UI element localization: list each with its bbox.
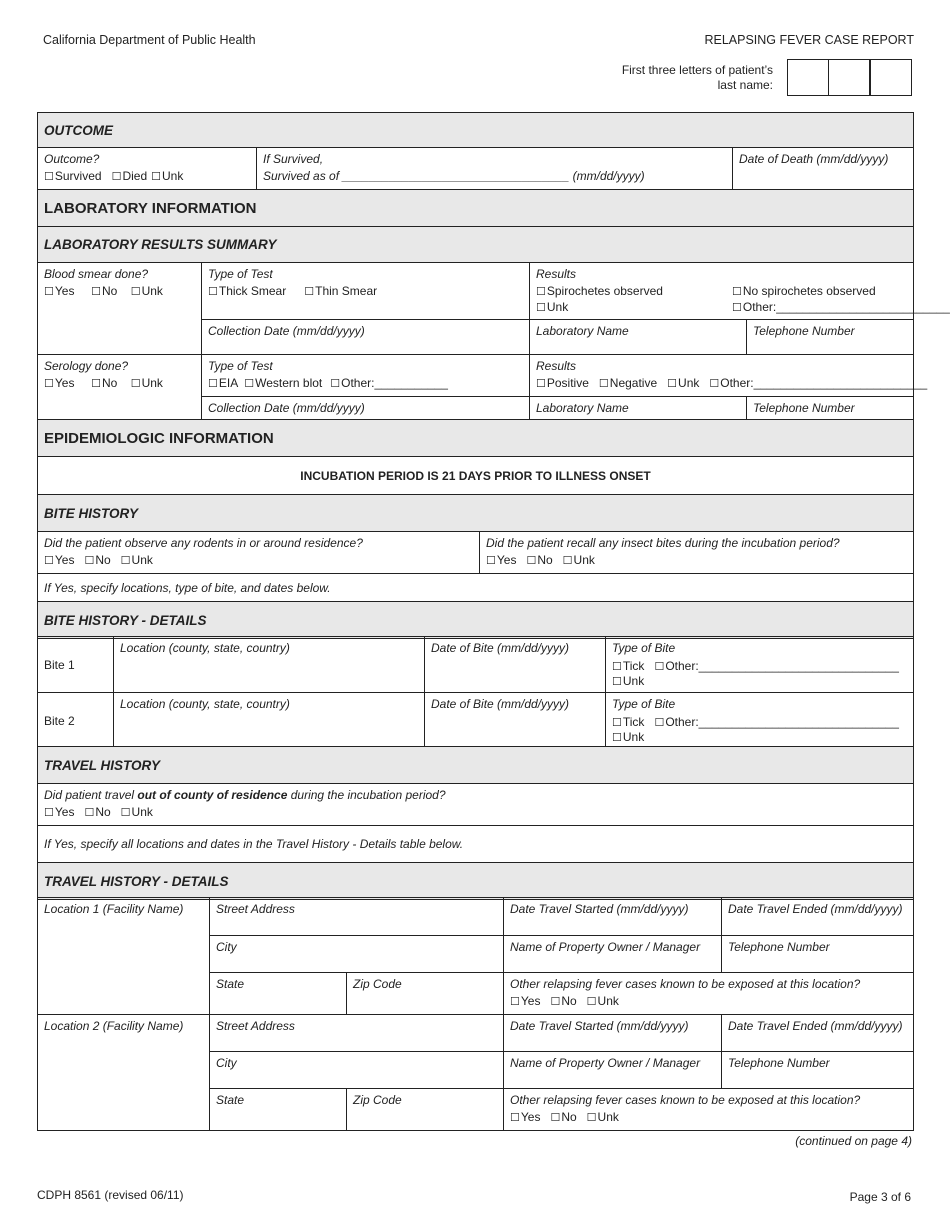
insect-yes-checkbox[interactable]: ☐Yes bbox=[486, 553, 517, 567]
location-1-other-yes-checkbox[interactable]: ☐Yes bbox=[510, 994, 541, 1008]
bite-1-date-field[interactable] bbox=[425, 637, 606, 693]
checkbox-icon: ☐ bbox=[44, 555, 54, 567]
checkbox-icon: ☐ bbox=[44, 378, 54, 390]
bite-2-date-field[interactable] bbox=[425, 693, 606, 749]
collection-date-label: Collection Date (mm/dd/yyyy) bbox=[208, 401, 365, 415]
type-of-bite-label: Type of Bite bbox=[612, 697, 676, 711]
checkbox-icon: ☐ bbox=[732, 302, 742, 314]
location-1-zip-field[interactable] bbox=[347, 973, 504, 1015]
bite-history-header: BITE HISTORY bbox=[38, 495, 914, 532]
checkbox-icon: ☐ bbox=[91, 378, 101, 390]
serology-type-other-checkbox[interactable]: ☐Other:___________ bbox=[330, 376, 448, 390]
bite-2-label: Bite 2 bbox=[38, 693, 114, 749]
blood-results-other-checkbox[interactable]: ☐Other:__________________________ bbox=[732, 300, 950, 314]
no-spirochetes-checkbox[interactable]: ☐No spirochetes observed bbox=[732, 284, 876, 298]
last-name-letter-1-box[interactable] bbox=[787, 59, 829, 96]
blood-smear-question: Blood smear done? bbox=[44, 267, 149, 281]
insect-bites-question-field bbox=[480, 532, 914, 574]
lab-name-label: Laboratory Name bbox=[536, 401, 629, 415]
report-title: RELAPSING FEVER CASE REPORT bbox=[704, 33, 914, 47]
outcome-died-checkbox[interactable]: ☐Died bbox=[111, 169, 148, 183]
bite-1-location-field[interactable] bbox=[114, 637, 425, 693]
location-2-other-no-checkbox[interactable]: ☐No bbox=[550, 1110, 577, 1124]
lab-summary-header: LABORATORY RESULTS SUMMARY bbox=[38, 227, 914, 263]
travel-history-table bbox=[37, 746, 914, 900]
travel-unk-checkbox[interactable]: ☐Unk bbox=[120, 805, 153, 819]
checkbox-icon: ☐ bbox=[120, 555, 131, 567]
insect-unk-checkbox[interactable]: ☐Unk bbox=[562, 553, 595, 567]
rodents-yes-checkbox[interactable]: ☐Yes bbox=[44, 553, 75, 567]
location-1-city-field[interactable] bbox=[210, 936, 504, 973]
checkbox-icon: ☐ bbox=[111, 171, 122, 183]
location-label: Location (county, state, country) bbox=[120, 697, 290, 711]
rodents-unk-checkbox[interactable]: ☐Unk bbox=[120, 553, 153, 567]
serology-yes-checkbox[interactable]: ☐Yes bbox=[44, 376, 75, 390]
serology-results-field bbox=[530, 355, 928, 397]
location-1-owner-field[interactable] bbox=[504, 936, 722, 973]
outcome-label: Outcome? bbox=[44, 152, 100, 166]
checkbox-icon: ☐ bbox=[667, 378, 678, 390]
checkbox-icon: ☐ bbox=[536, 286, 546, 298]
checkbox-icon: ☐ bbox=[550, 996, 561, 1008]
blood-results-unk-checkbox[interactable]: ☐Unk bbox=[536, 300, 569, 314]
zip-label: Zip Code bbox=[353, 1093, 402, 1107]
agency-name: California Department of Public Health bbox=[43, 33, 256, 47]
bite-1-type-field bbox=[606, 637, 914, 693]
blood-smear-done-field bbox=[38, 263, 202, 355]
outcome-field bbox=[38, 148, 257, 190]
bite-1-unk-checkbox[interactable]: ☐Unk bbox=[612, 674, 645, 688]
serology-done-field bbox=[38, 355, 202, 428]
bite-if-yes-note: If Yes, specify locations, type of bite, and dates below. bbox=[38, 574, 914, 602]
date-ended-label: Date Travel Ended (mm/dd/yyyy) bbox=[728, 902, 903, 916]
bite-1-tick-checkbox[interactable]: ☐Tick bbox=[612, 659, 645, 673]
checkbox-icon: ☐ bbox=[44, 807, 54, 819]
checkbox-icon: ☐ bbox=[44, 171, 54, 183]
travel-no-checkbox[interactable]: ☐No bbox=[84, 805, 111, 819]
checkbox-icon: ☐ bbox=[44, 286, 54, 298]
serology-unk-checkbox[interactable]: ☐Unk bbox=[130, 376, 163, 390]
thick-smear-checkbox[interactable]: ☐Thick Smear bbox=[208, 284, 287, 298]
owner-label: Name of Property Owner / Manager bbox=[510, 940, 701, 954]
rodents-question: Did the patient observe any rodents in or around residence? bbox=[44, 536, 363, 550]
checkbox-icon: ☐ bbox=[120, 807, 131, 819]
bite-2-type-field bbox=[606, 693, 914, 749]
other-cases-question: Other relapsing fever cases known to be exposed at this location? bbox=[510, 1093, 861, 1107]
checkbox-icon: ☐ bbox=[709, 378, 720, 390]
checkbox-icon: ☐ bbox=[208, 378, 218, 390]
last-name-letter-2-box[interactable] bbox=[828, 59, 870, 96]
bite-1-other-checkbox[interactable]: ☐Other:______________________________ bbox=[654, 659, 899, 673]
blood-yes-checkbox[interactable]: ☐Yes bbox=[44, 284, 75, 298]
serology-results-unk-checkbox[interactable]: ☐Unk bbox=[667, 376, 700, 390]
epi-section-header: EPIDEMIOLOGIC INFORMATION bbox=[38, 420, 914, 457]
location-2-state-field[interactable] bbox=[210, 1089, 347, 1131]
checkbox-icon: ☐ bbox=[536, 302, 546, 314]
blood-telephone-field[interactable] bbox=[747, 320, 914, 355]
location-2-other-yes-checkbox[interactable]: ☐Yes bbox=[510, 1110, 541, 1124]
outcome-lab-table bbox=[37, 112, 950, 428]
blood-type-of-test-field bbox=[202, 263, 530, 320]
checkbox-icon: ☐ bbox=[510, 1112, 520, 1124]
travel-if-yes-note: If Yes, specify all locations and dates in the Travel History - Details table below. bbox=[38, 826, 914, 863]
checkbox-icon: ☐ bbox=[84, 807, 95, 819]
bite-2-other-checkbox[interactable]: ☐Other:______________________________ bbox=[654, 715, 899, 729]
negative-checkbox[interactable]: ☐Negative bbox=[598, 376, 658, 390]
location-1-other-cases-field bbox=[504, 973, 914, 1015]
checkbox-icon: ☐ bbox=[330, 378, 341, 390]
checkbox-icon: ☐ bbox=[486, 555, 496, 567]
if-survived-label: If Survived, bbox=[263, 152, 324, 166]
travel-question: Did patient travel out of county of residence during the incubation period? bbox=[44, 788, 446, 802]
location-2-other-unk-checkbox[interactable]: ☐Unk bbox=[586, 1110, 619, 1124]
lab-name-label: Laboratory Name bbox=[536, 324, 629, 338]
bite-2-location-field[interactable] bbox=[114, 693, 425, 749]
results-label: Results bbox=[536, 267, 577, 281]
serology-question: Serology done? bbox=[44, 359, 129, 373]
outcome-section-header: OUTCOME bbox=[38, 113, 914, 148]
serology-no-checkbox[interactable]: ☐No bbox=[91, 376, 118, 390]
travel-details-header: TRAVEL HISTORY - DETAILS bbox=[38, 863, 914, 900]
western-blot-checkbox[interactable]: ☐Western blot bbox=[244, 376, 323, 390]
checkbox-icon: ☐ bbox=[612, 732, 622, 744]
checkbox-icon: ☐ bbox=[208, 286, 218, 298]
date-of-death-field[interactable] bbox=[733, 148, 914, 190]
location-1-label: Location 1 (Facility Name) bbox=[44, 902, 184, 916]
location-1-phone-field[interactable] bbox=[722, 936, 914, 973]
city-label: City bbox=[216, 940, 237, 954]
checkbox-icon: ☐ bbox=[612, 661, 622, 673]
page-number: Page 3 of 6 bbox=[849, 1190, 911, 1204]
location-1-facility-field[interactable] bbox=[38, 898, 210, 1015]
eia-checkbox[interactable]: ☐EIA bbox=[208, 376, 239, 390]
checkbox-icon: ☐ bbox=[84, 555, 95, 567]
telephone-label: Telephone Number bbox=[753, 401, 855, 415]
location-1-other-no-checkbox[interactable]: ☐No bbox=[550, 994, 577, 1008]
location-2-street-field[interactable] bbox=[210, 1015, 504, 1052]
telephone-label: Telephone Number bbox=[728, 1056, 830, 1070]
date-of-death-label: Date of Death (mm/dd/yyyy) bbox=[739, 152, 889, 166]
checkbox-icon: ☐ bbox=[612, 676, 622, 688]
checkbox-icon: ☐ bbox=[304, 286, 315, 298]
checkbox-icon: ☐ bbox=[526, 555, 537, 567]
location-2-started-field[interactable] bbox=[504, 1015, 722, 1052]
epi-bite-table bbox=[37, 419, 914, 639]
checkbox-icon: ☐ bbox=[130, 378, 141, 390]
lab-section-header: LABORATORY INFORMATION bbox=[38, 190, 914, 227]
blood-unk-checkbox[interactable]: ☐Unk bbox=[130, 284, 163, 298]
bite-2-unk-checkbox[interactable]: ☐Unk bbox=[612, 730, 645, 744]
telephone-label: Telephone Number bbox=[728, 940, 830, 954]
last-name-letter-3-box[interactable] bbox=[870, 59, 912, 96]
collection-date-label: Collection Date (mm/dd/yyyy) bbox=[208, 324, 365, 338]
type-of-bite-label: Type of Bite bbox=[612, 641, 676, 655]
checkbox-icon: ☐ bbox=[510, 996, 520, 1008]
blood-collection-date-field[interactable] bbox=[202, 320, 530, 355]
location-1-ended-field[interactable] bbox=[722, 898, 914, 936]
survived-as-of-field[interactable] bbox=[257, 148, 733, 190]
location-1-state-field[interactable] bbox=[210, 973, 347, 1015]
travel-details-table bbox=[37, 897, 914, 1131]
bite-details-header: BITE HISTORY - DETAILS bbox=[38, 602, 914, 639]
blood-no-checkbox[interactable]: ☐No bbox=[91, 284, 118, 298]
incubation-note: INCUBATION PERIOD IS 21 DAYS PRIOR TO ILLNESS ONSET bbox=[38, 457, 914, 495]
zip-label: Zip Code bbox=[353, 977, 402, 991]
owner-label: Name of Property Owner / Manager bbox=[510, 1056, 701, 1070]
insect-bites-question: Did the patient recall any insect bites during the incubation period? bbox=[486, 536, 840, 550]
checkbox-icon: ☐ bbox=[586, 1112, 597, 1124]
bite-details-table bbox=[37, 636, 914, 749]
continued-note: (continued on page 4) bbox=[795, 1134, 912, 1148]
checkbox-icon: ☐ bbox=[586, 996, 597, 1008]
insect-no-checkbox[interactable]: ☐No bbox=[526, 553, 553, 567]
travel-history-header: TRAVEL HISTORY bbox=[38, 747, 914, 784]
positive-checkbox[interactable]: ☐Positive bbox=[536, 376, 589, 390]
blood-lab-name-field[interactable] bbox=[530, 320, 747, 355]
rodents-no-checkbox[interactable]: ☐No bbox=[84, 553, 111, 567]
checkbox-icon: ☐ bbox=[612, 717, 622, 729]
checkbox-icon: ☐ bbox=[151, 171, 161, 183]
rodents-question-field bbox=[38, 532, 480, 574]
state-label: State bbox=[216, 977, 245, 991]
travel-question-field bbox=[38, 784, 914, 826]
checkbox-icon: ☐ bbox=[244, 378, 255, 390]
location-1-started-field[interactable] bbox=[504, 898, 722, 936]
street-address-label: Street Address bbox=[216, 902, 295, 916]
type-of-test-label: Type of Test bbox=[208, 359, 273, 373]
travel-yes-checkbox[interactable]: ☐Yes bbox=[44, 805, 75, 819]
survived-as-of-label: Survived as of __________________________________ (mm/dd/yyyy) bbox=[263, 169, 645, 183]
first-letters-label: First three letters of patient’s last name: bbox=[621, 63, 773, 92]
form-id: CDPH 8561 (revised 06/11) bbox=[37, 1188, 184, 1202]
serology-results-other-checkbox[interactable]: ☐Other:__________________________ bbox=[709, 376, 928, 390]
state-label: State bbox=[216, 1093, 245, 1107]
blood-results-field bbox=[530, 263, 950, 320]
spirochetes-observed-checkbox[interactable]: ☐Spirochetes observed bbox=[536, 284, 663, 298]
date-of-bite-label: Date of Bite (mm/dd/yyyy) bbox=[431, 697, 570, 711]
date-of-bite-label: Date of Bite (mm/dd/yyyy) bbox=[431, 641, 570, 655]
checkbox-icon: ☐ bbox=[536, 378, 546, 390]
street-address-label: Street Address bbox=[216, 1019, 295, 1033]
location-2-facility-field[interactable] bbox=[38, 1015, 210, 1131]
outcome-survived-checkbox[interactable]: ☐Survived bbox=[44, 169, 102, 183]
checkbox-icon: ☐ bbox=[91, 286, 101, 298]
other-cases-question: Other relapsing fever cases known to be exposed at this location? bbox=[510, 977, 861, 991]
telephone-label: Telephone Number bbox=[753, 324, 855, 338]
checkbox-icon: ☐ bbox=[732, 286, 742, 298]
checkbox-icon: ☐ bbox=[562, 555, 573, 567]
location-2-owner-field[interactable] bbox=[504, 1052, 722, 1089]
date-started-label: Date Travel Started (mm/dd/yyyy) bbox=[510, 1019, 689, 1033]
location-label: Location (county, state, country) bbox=[120, 641, 290, 655]
checkbox-icon: ☐ bbox=[598, 378, 609, 390]
date-ended-label: Date Travel Ended (mm/dd/yyyy) bbox=[728, 1019, 903, 1033]
serology-type-of-test-field bbox=[202, 355, 530, 397]
location-2-phone-field[interactable] bbox=[722, 1052, 914, 1089]
thin-smear-checkbox[interactable]: ☐Thin Smear bbox=[304, 284, 378, 298]
date-started-label: Date Travel Started (mm/dd/yyyy) bbox=[510, 902, 689, 916]
location-1-street-field[interactable] bbox=[210, 898, 504, 936]
checkbox-icon: ☐ bbox=[130, 286, 141, 298]
location-2-other-cases-field bbox=[504, 1089, 914, 1131]
city-label: City bbox=[216, 1056, 237, 1070]
bite-1-label: Bite 1 bbox=[38, 637, 114, 693]
location-2-zip-field[interactable] bbox=[347, 1089, 504, 1131]
checkbox-icon: ☐ bbox=[654, 661, 665, 673]
checkbox-icon: ☐ bbox=[550, 1112, 561, 1124]
location-2-label: Location 2 (Facility Name) bbox=[44, 1019, 184, 1033]
location-1-other-unk-checkbox[interactable]: ☐Unk bbox=[586, 994, 619, 1008]
type-of-test-label: Type of Test bbox=[208, 267, 273, 281]
outcome-unk-checkbox[interactable]: ☐Unk bbox=[151, 169, 184, 183]
location-2-city-field[interactable] bbox=[210, 1052, 504, 1089]
checkbox-icon: ☐ bbox=[654, 717, 665, 729]
results-label: Results bbox=[536, 359, 577, 373]
bite-2-tick-checkbox[interactable]: ☐Tick bbox=[612, 715, 645, 729]
location-2-ended-field[interactable] bbox=[722, 1015, 914, 1052]
